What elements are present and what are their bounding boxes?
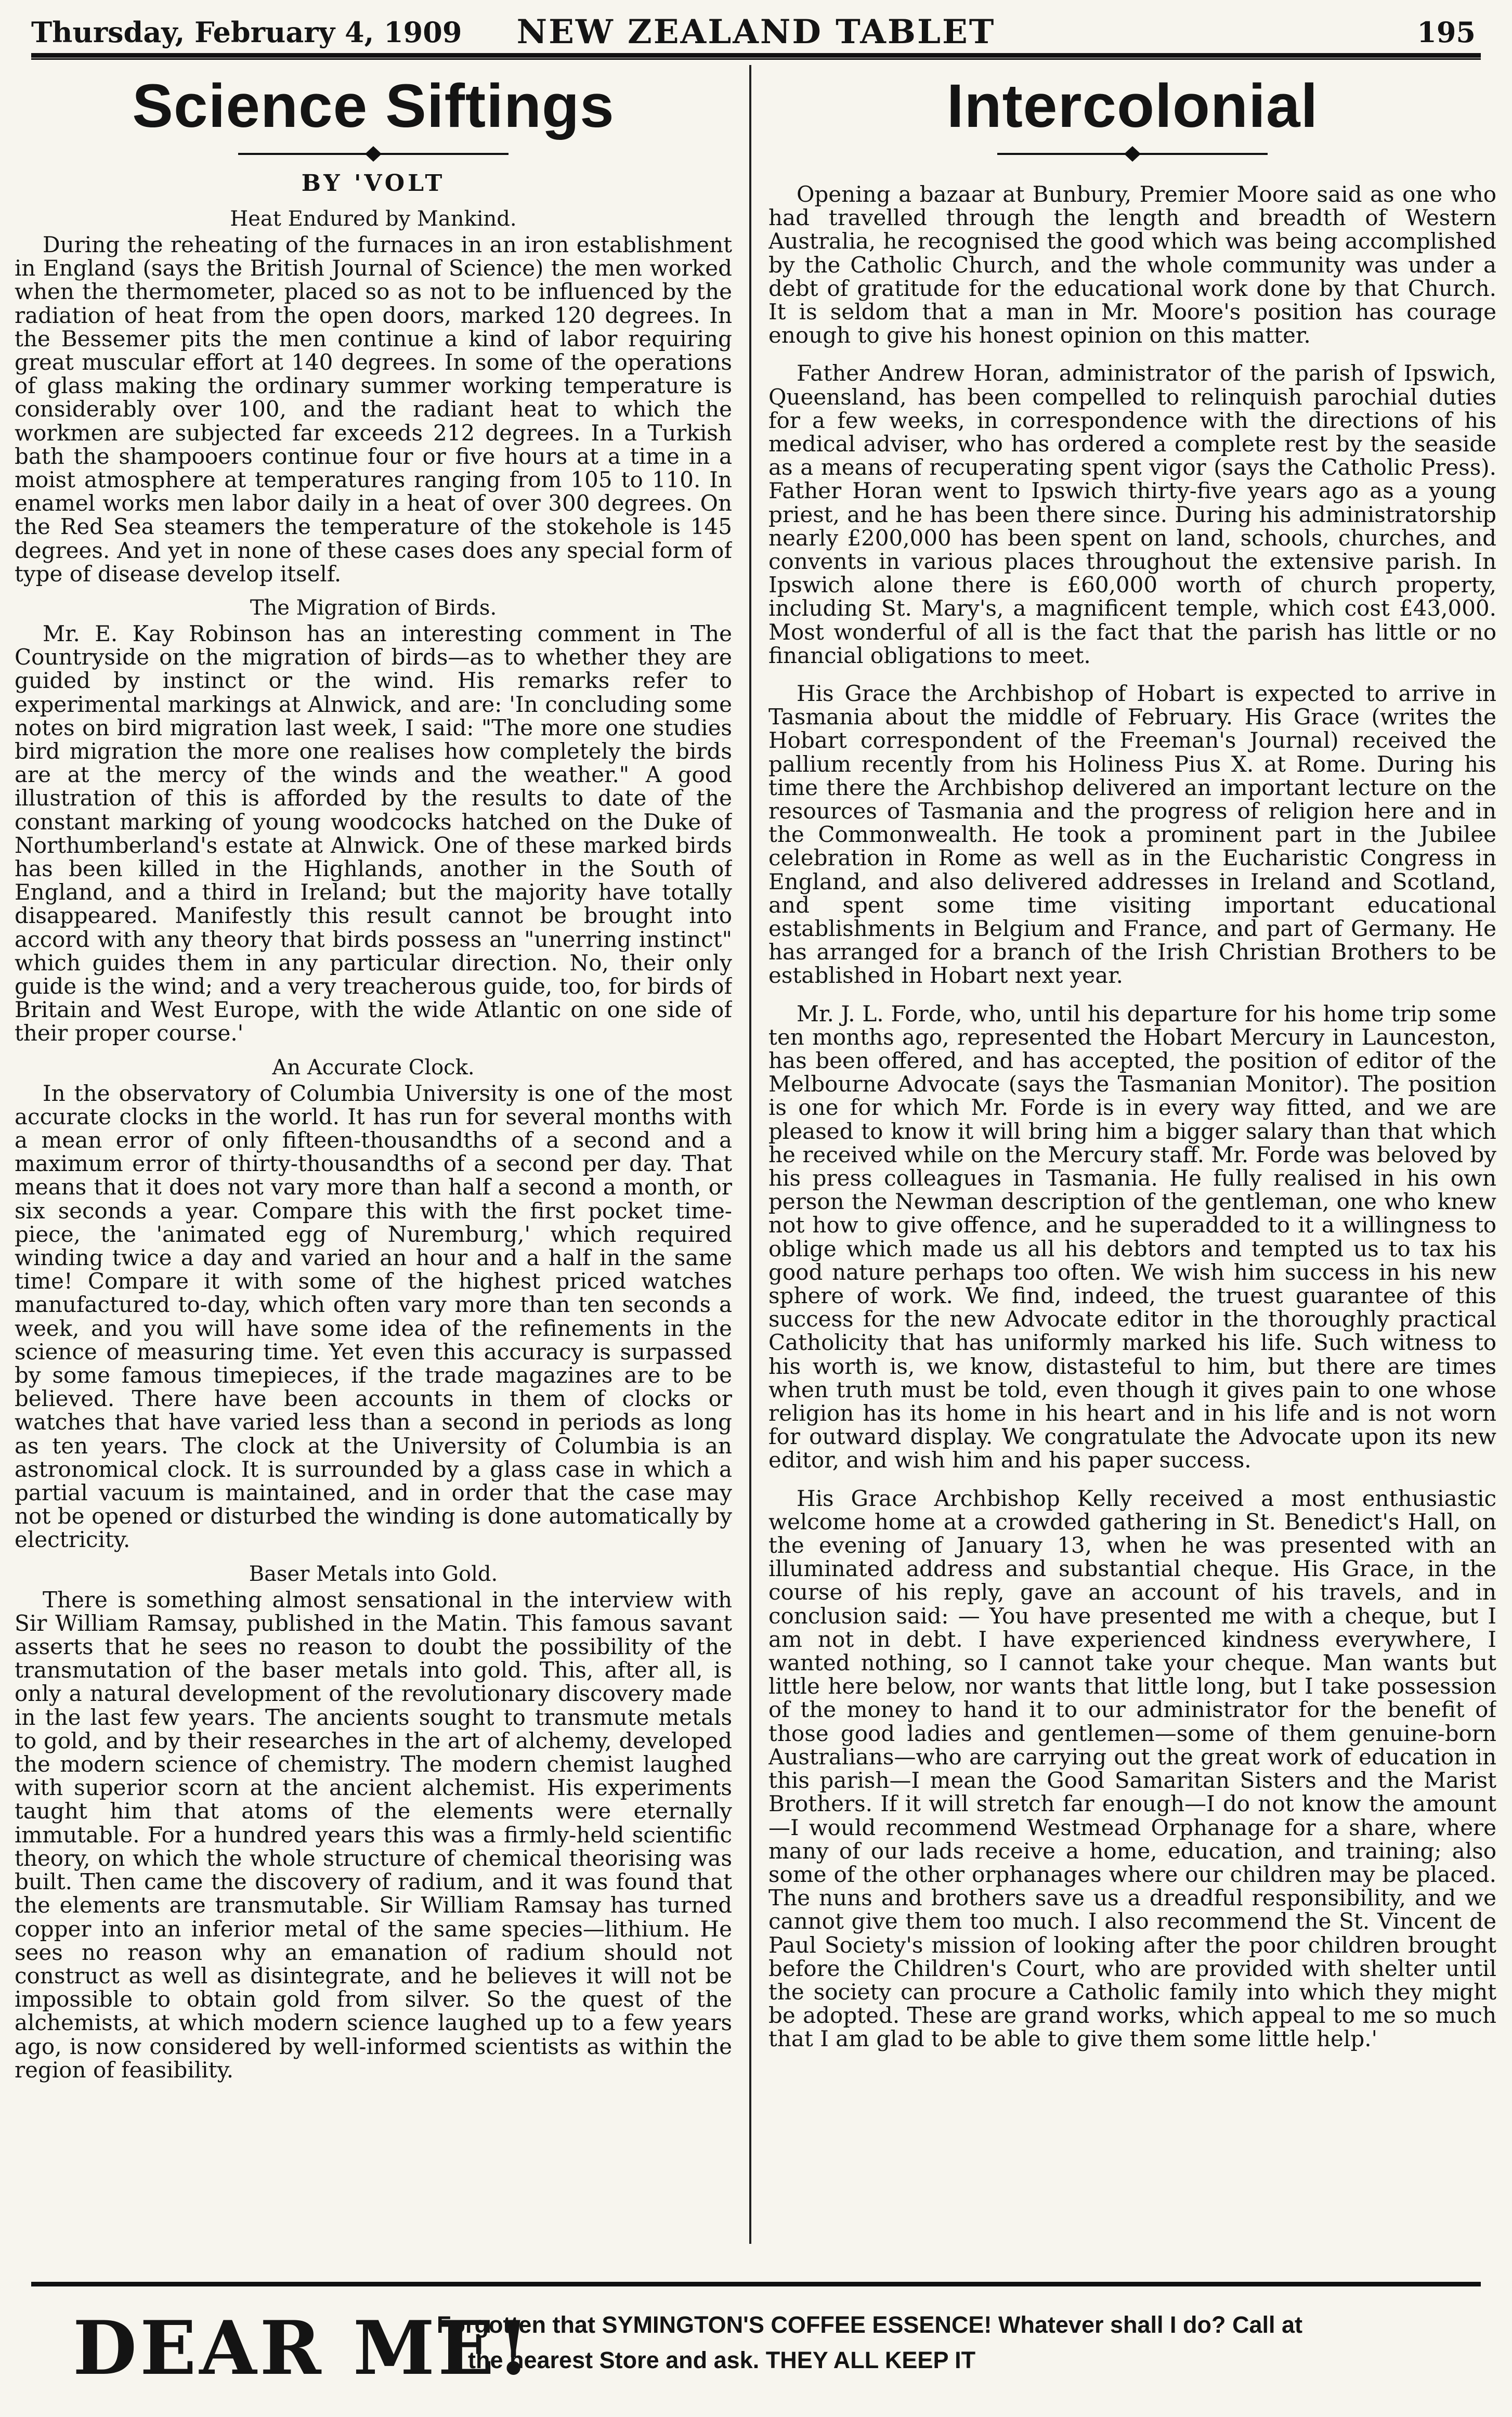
column-divider — [749, 65, 751, 2244]
ornament-divider-icon — [997, 145, 1268, 163]
header-rule — [31, 58, 1481, 60]
article-paragraph: There is something almost sensational in the interview with Sir William Ramsay, published in the Matin. This famous savant asserts that he sees no reason to doubt the possibility of the transmutation of the baser metals into gold. This, after all, is only a natural development of the revolutionary discovery made in the last few years. The ancients sought to transmute metals to gold, and by their researches in the art of alchemy, developed the modern science of chemistry. The modern chemist laughed with superior scorn at the ancient alchemist. His experiments taught him that atoms of the elements were eternally immutable. For a hundred years this was a firmly-held scientific theory, on which the whole structure of chemical theorising was built. Then came the discovery of radium, and it was found that the elements are transmutable. Sir William Ramsay has turned copper into an inferior metal of the same species—lithium. He sees no reason why an emanation of radium should not construct as well as disintegrate, and he believes it will not be impossible to obtain gold from silver. So the quest of the alchemists, at which modern science laughed up to a few years ago, is now considered by well-informed scientists as within the region of feasibility. — [15, 1587, 732, 2083]
news-paragraph: Father Andrew Horan, administrator of the parish of Ipswich, Queensland, has been compelled to relinquish parochial duties for a few weeks, in correspondence with the directions of his medical adviser, who has ordered a complete rest by the seaside as a means of recuperating spent vigor (says the Catholic Press). Father Horan went to Ipswich thirty-five years ago as a young priest, and he has been there since. During his administratorship nearly £200,000 has been spent on land, schools, churches, and convents in various places throughout the extensive parish. In Ipswich alone there is £60,000 worth of church property, including St. Mary's, a magnificent temple, which cost £43,000. Most wonderful of all is the fact that the parish has little or no financial obligations to meet. — [768, 360, 1496, 668]
section-heading: Baser Metals into Gold. — [249, 1562, 498, 1586]
advertisement-banner — [31, 2282, 1481, 2411]
ad-headline: DEAR ME! — [73, 2305, 533, 2392]
column-title-science-siftings: Science Siftings — [132, 72, 615, 140]
issue-date: Thursday, February 4, 1909 — [31, 16, 462, 49]
right-column — [768, 65, 1496, 2249]
article-paragraph: Mr. E. Kay Robinson has an interesting comment in The Countryside on the migration of birds—as to whether they are guided by instinct or the wind. His remarks refer to experimental markings at Alnwick, and are: 'In concluding some notes on bird migration last week, I said: "The more one studies bird migration the more one realises how completely the birds are at the mercy of the winds and the weather." A good illustration of this is afforded by the results to date of the constant marking of young woodcocks hatched on the Duke of Northumberland's estate at Alnwick. One of these marked birds has been killed in the Highlands, another in the South of England, and a third in Ireland; but the majority have totally disappeared. Manifestly this result cannot be brought into accord with any theory that birds possess an "unerring instinct" which guides them in any particular direction. No, their only guide is the wind; and a very treacherous guide, too, for birds of Britain and West Europe, with the wide Atlantic on one side of their proper course.' — [15, 620, 732, 1046]
article-paragraph: During the reheating of the furnaces in an iron establishment in England (says the British Journal of Science) the men worked when the thermometer, placed so as not to be influenced by the radiation of heat from the open doors, marked 120 degrees. In the Bessemer pits the men continue a kind of labor requiring great muscular effort at 140 degrees. In some of the operations of glass making the ordinary summer working temperature is considerably over 100, and the radiant heat to which the workmen are subjected far exceeds 212 degrees. In a Turkish bath the shampooers continue four or five hours at a time in a moist atmosphere at temperatures ranging from 105 to 110. In enamel works men labor daily in a heat of over 300 degrees. On the Red Sea steamers the temperature of the stokehole is 145 degrees. And yet in none of these cases does any special form of type of disease develop itself. — [15, 231, 732, 587]
ornament-divider-icon — [238, 145, 509, 163]
column-title-intercolonial: Intercolonial — [946, 72, 1319, 140]
section-heading: Heat Endured by Mankind. — [230, 206, 517, 231]
ad-line-1: Forgotten that SYMINGTON'S COFFEE ESSENCE! Whatever shall I do? Call at — [437, 2311, 1303, 2338]
article-paragraph: In the observatory of Columbia University is one of the most accurate clocks in the world. It has run for several months with a mean error of only fifteen-thousandths of a second and a maximum error of thirty-thousandths of a second per day. That means that it does not vary more than half a second a month, or six seconds a year. Compare this with the first pocket time-piece, the 'animated egg of Nuremburg,' which required winding twice a day and varied an hour and a half in the same time! Compare it with some of the highest priced watches manufactured to-day, which often vary more than ten seconds a week, and you will have some idea of the refinements in the science of measuring time. Yet even this accuracy is surpassed by some famous timepieces, if the trade magazines are to be believed. There have been accounts in them of clocks or watches that have varied less than a second in periods as long as ten years. The clock at the University of Columbia is an astronomical clock. It is surrounded by a glass case in which a partial vacuum is maintained, and in order that the case may not be opened or disturbed the winding is done automatically by electricity. — [15, 1080, 732, 1553]
masthead: NEW ZEALAND TABLET — [516, 12, 996, 51]
section-heading: The Migration of Birds. — [250, 595, 497, 620]
news-paragraph: Opening a bazaar at Bunbury, Premier Moore said as one who had travelled through the length and breadth of Western Australia, he recognised the good which was being accomplished by the Catholic Church, and the whole community was under a debt of gratitude for the educational work done by that Church. It is seldom that a man in Mr. Moore's position has courage enough to give his honest opinion on this matter. — [768, 181, 1496, 348]
ad-copy — [437, 2307, 1470, 2378]
page-number: 195 — [1417, 16, 1476, 49]
byline: BY 'VOLT — [301, 170, 446, 197]
section-heading: An Accurate Clock. — [272, 1055, 475, 1080]
news-paragraph: His Grace the Archbishop of Hobart is expected to arrive in Tasmania about the middle of February. His Grace (writes the Hobart correspondent of the Freeman's Journal) received the pallium recently from his Holiness Pius X. at Rome. During his time there the Archbishop delivered an important lecture on the resources of Tasmania and the progress of religion here and in the Commonwealth. He took a prominent part in the Jubilee celebration in Rome as well as in the Eucharistic Congress in England, and also delivered addresses in Ireland and Scotland, and spent some time visiting important educational establishments in Belgium and France, and part of Germany. He has arranged for a branch of the Irish Christian Brothers to be established in Hobart next year. — [768, 680, 1496, 989]
news-paragraph: Mr. J. L. Forde, who, until his departure for his home trip some ten months ago, represented the Hobart Mercury in Launceston, has been offered, and has accepted, the position of editor of the Melbourne Advocate (says the Tasmanian Monitor). The position is one for which Mr. Forde is in every way fitted, and we are pleased to know it will bring him a bigger salary than that which he received while on the Mercury staff. Mr. Forde was beloved by his press colleagues in Tasmania. He fully realised in his own person the Newman description of the gentleman, one who knew not how to give offence, and he superadded to it a willingness to oblige which made us all his debtors and tempted us to tax his good nature perhaps too often. We wish him success in his new sphere of work. We find, indeed, the truest guarantee of this success for the new Advocate editor in the thoroughly practical Catholicity that has uniformly marked his life. Such witness to his worth is, we know, distasteful to him, but there are times when truth must be told, even though it gives pain to one whose religion has its home in his heart and in his life and is not worn for outward display. We congratulate the Advocate upon its new editor, and wish him and his paper success. — [768, 1000, 1496, 1473]
news-paragraph: His Grace Archbishop Kelly received a most enthusiastic welcome home at a crowded gathering in St. Benedict's Hall, on the evening of January 13, when he was presented with an illuminated address and substantial cheque. His Grace, in the course of his reply, gave an account of his travels, and in conclusion said: — You have presented me with a cheque, but I am not in debt. I have experienced kindness everywhere, I wanted nothing, so I cannot take your cheque. Man wants but little here below, nor wants that little long, but I take possession of the money to hand it to our administrator for the benefit of those good ladies and gentlemen—some of them genuine-born Australians—who are carrying out the great work of education in this parish—I mean the Good Samaritan Sisters and the Marist Brothers. If it will stretch far enough—I do not know the amount—I would recommend Westmead Orphanage for a share, where many of our lads receive a home, education, and training; also some of the other orphanages where our children may be placed. The nuns and brothers save us a dreadful responsibility, and we cannot give them too much. I also recommend the St. Vincent de Paul Society's mission of looking after the poor children brought before the Children's Court, who are provided with shelter until the society can procure a Catholic family into which they might be adopted. These are grand works, which appeal to me so much that I am glad to be able to give them some little help.' — [768, 1485, 1496, 2052]
left-column — [15, 65, 732, 2249]
page-header — [31, 11, 1481, 58]
ad-line-2: the nearest Store and ask. THEY ALL KEEP IT — [468, 2347, 976, 2373]
